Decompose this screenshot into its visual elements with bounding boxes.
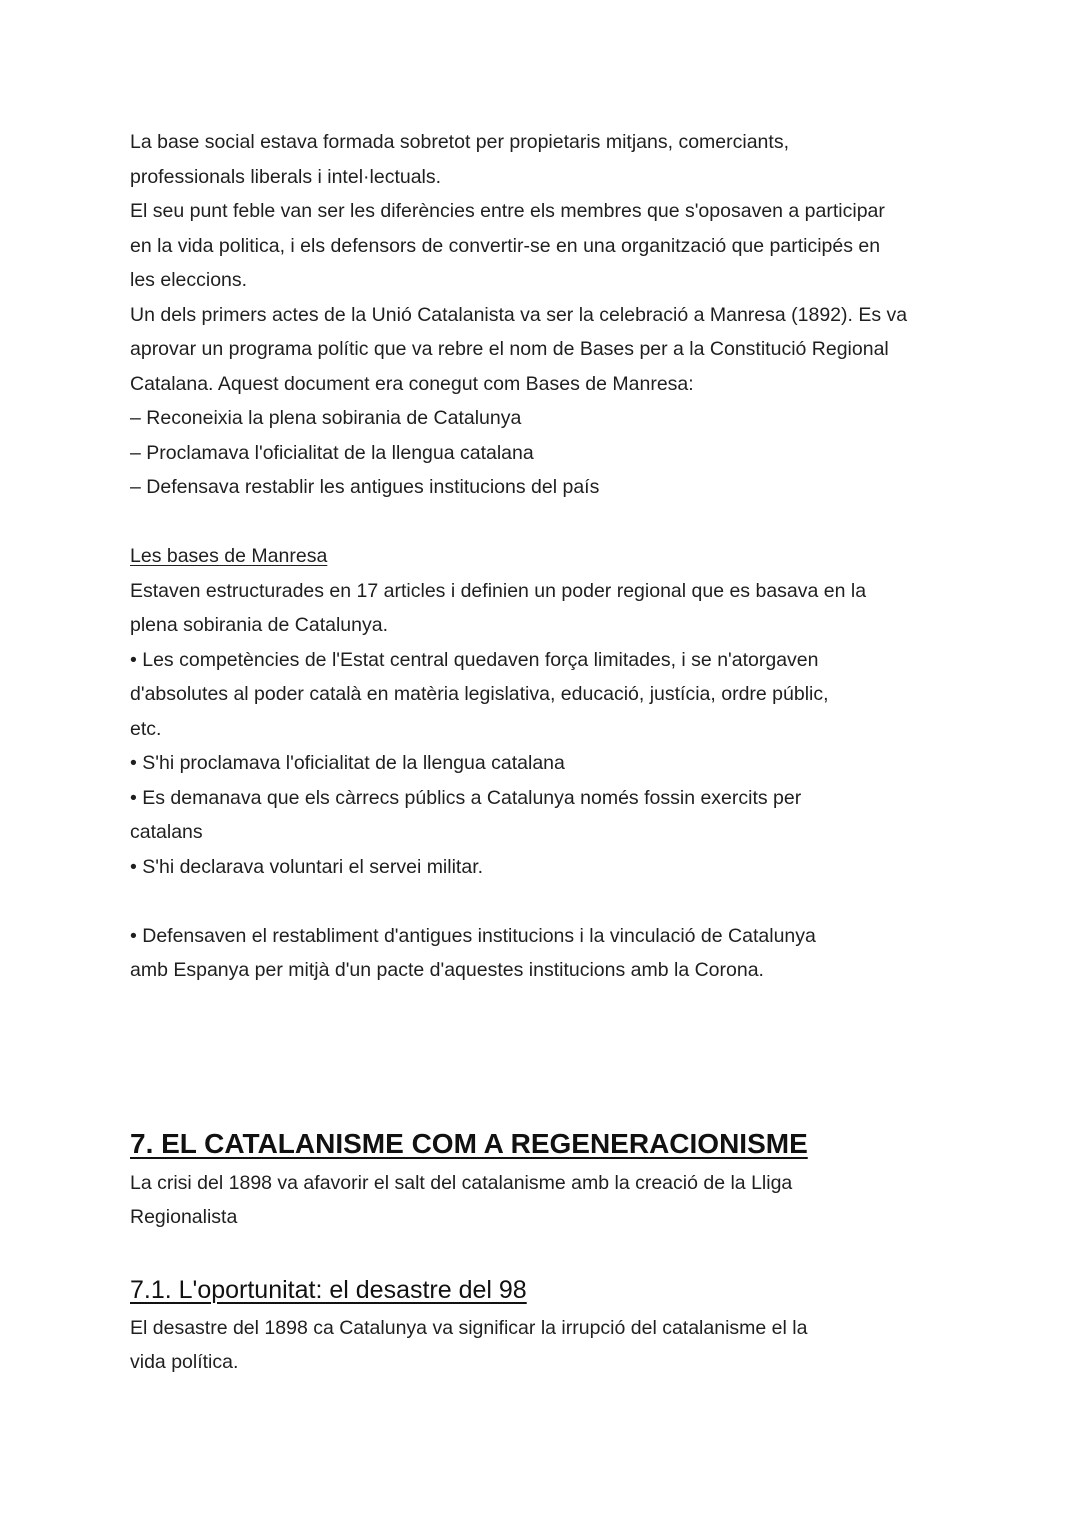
section-7-title: 7. EL CATALANISME COM A REGENERACIONISME — [130, 1127, 808, 1159]
text-line: Estaven estructurades en 17 articles i definien un poder regional que es basava en la — [130, 579, 867, 602]
text-line: El desastre del 1898 ca Catalunya va significar la irrupció del catalanisme el la — [130, 1316, 808, 1339]
bases-heading: Les bases de Manresa — [130, 545, 328, 567]
text-line: en la vida politica, i els defensors de convertir-se en una organització que participés en — [130, 234, 881, 257]
bases-section — [130, 539, 960, 988]
bullet-item: • S'hi proclamava l'oficialitat de la llengua catalana — [130, 752, 565, 774]
text-line: les eleccions. — [130, 269, 248, 291]
bullet-item: • Les competències de l'Estat central quedaven força limitades, i se n'atorgaven — [130, 648, 819, 671]
text-line: aprovar un programa polític que va rebre el nom de Bases per a la Constitució Regional — [130, 338, 889, 360]
text-line: La base social estava formada sobretot per propietaris mitjans, comerciants, — [130, 131, 789, 153]
text-line: professionals liberals i intel·lectuals. — [130, 165, 442, 188]
bullet-item: • Defensaven el restabliment d'antigues institucions i la vinculació de Catalunya — [130, 924, 816, 947]
paragraph-gap — [130, 884, 960, 919]
list-item: – Proclamava l'oficialitat de la llengua catalana — [130, 441, 534, 464]
text-line: Un dels primers actes de la Unió Catalanista va ser la celebració a Manresa (1892). Es va — [130, 303, 908, 326]
intro-paragraph — [130, 125, 960, 505]
bullet-item: • S'hi declarava voluntari el servei militar. — [130, 855, 484, 878]
section-7-1-title: 7.1. L'oportunitat: el desastre del 98 — [130, 1275, 527, 1304]
text-line: plena sobirania de Catalunya. — [130, 614, 389, 636]
section-7-body — [130, 1166, 960, 1235]
list-item: – Defensava restablir les antigues institucions del país — [130, 476, 600, 498]
list-item: – Reconeixia la plena sobirania de Catalunya — [130, 407, 522, 429]
text-line: d'absolutes al poder català en matèria legislativa, educació, justícia, ordre públic, — [130, 683, 829, 705]
text-line: La crisi del 1898 va afavorir el salt del catalanisme amb la creació de la Lliga — [130, 1171, 793, 1194]
text-line: vida política. — [130, 1351, 239, 1373]
text-line: amb Espanya per mitjà d'un pacte d'aquestes institucions amb la Corona. — [130, 959, 764, 981]
paragraph-gap — [130, 505, 960, 540]
text-line: catalans — [130, 821, 203, 843]
section-7-1-body — [130, 1311, 960, 1380]
text-line: etc. — [130, 717, 162, 740]
text-line: Catalana. Aquest document era conegut com Bases de Manresa: — [130, 372, 694, 395]
text-line: El seu punt feble van ser les diferències entre els membres que s'oposaven a participar — [130, 200, 885, 222]
document-page — [130, 125, 960, 1380]
text-line: Regionalista — [130, 1206, 238, 1228]
bullet-item: • Es demanava que els càrrecs públics a Catalunya només fossin exercits per — [130, 786, 802, 809]
